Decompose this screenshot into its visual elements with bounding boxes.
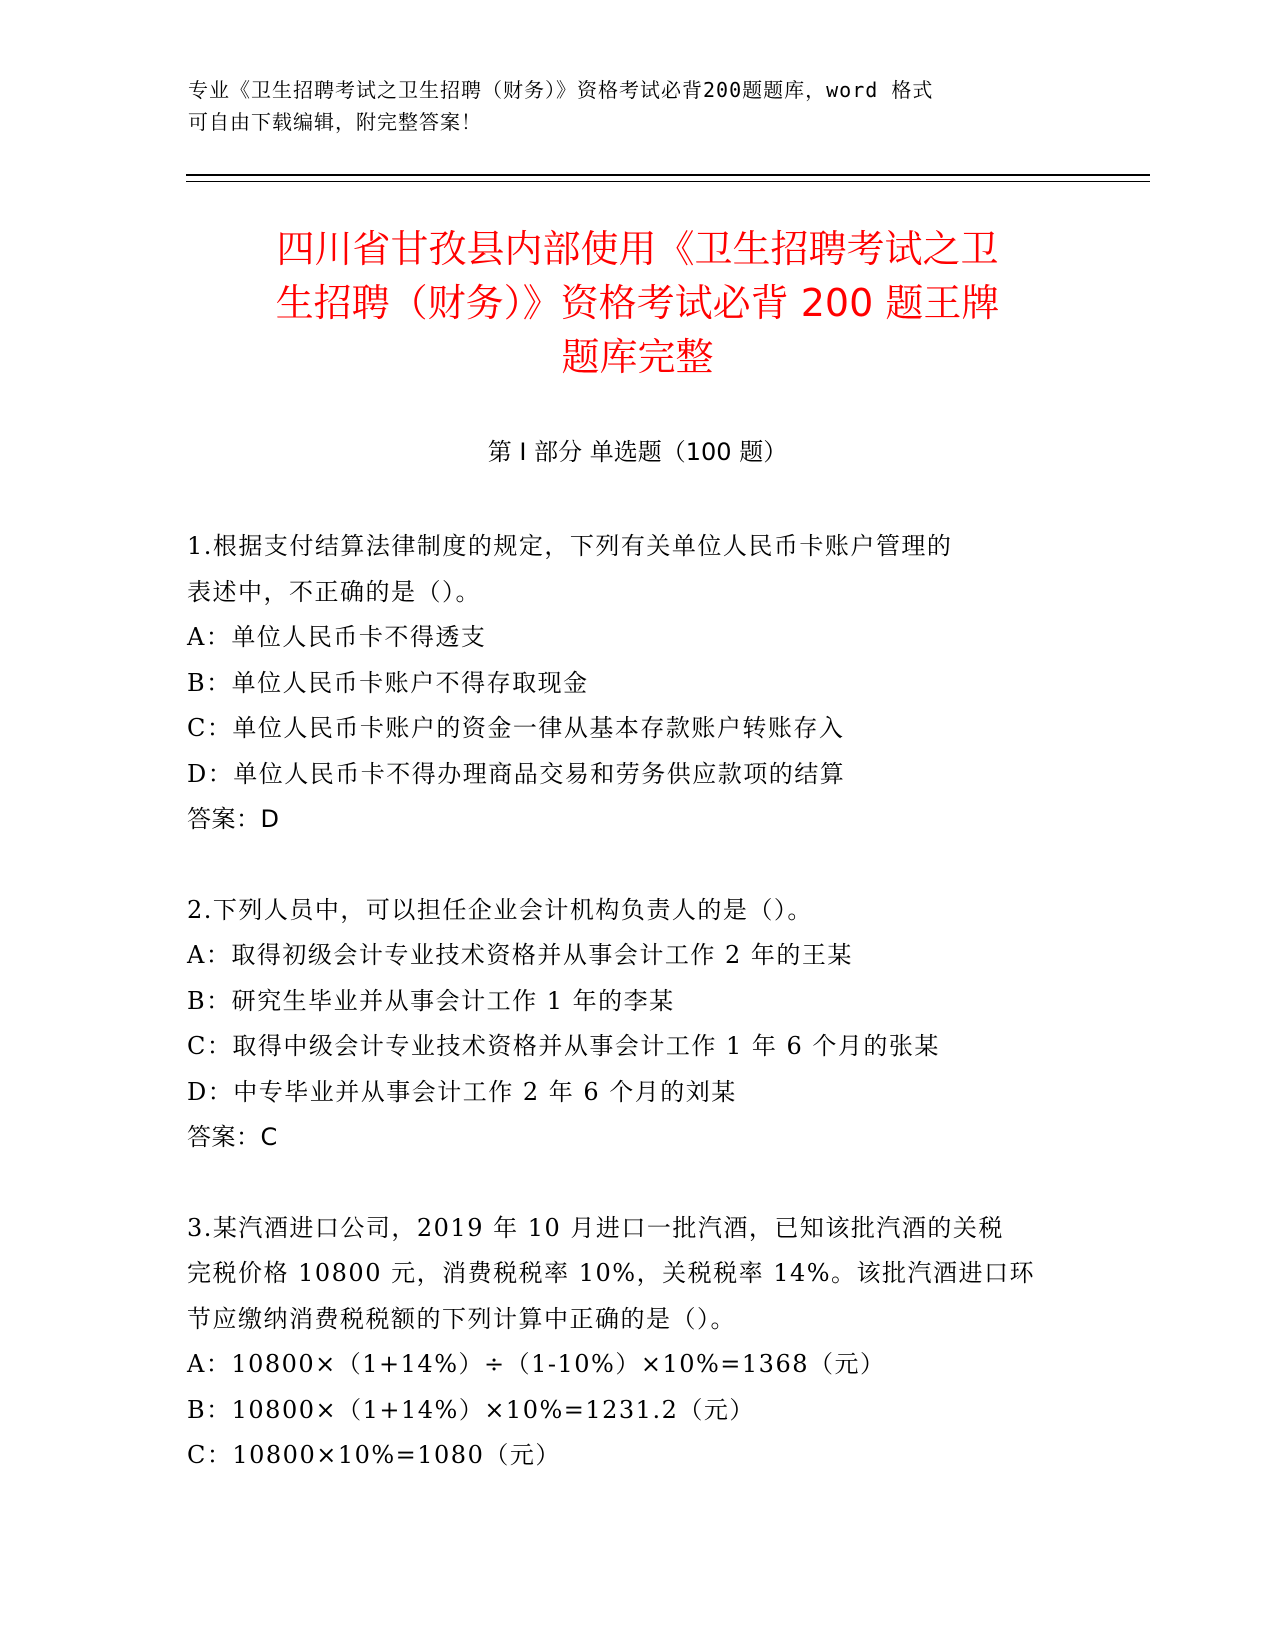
option-a: A：单位人民币卡不得透支 [187,623,487,651]
header-note-line: 专业《卫生招聘考试之卫生招聘（财务）》资格考试必背200题题库，word 格式 [188,78,934,102]
question-text-line: 节应缴纳消费税税额的下列计算中正确的是（）。 [187,1304,736,1333]
question-text-line: 2.下列人员中，可以担任企业会计机构负责人的是（）。 [187,895,813,924]
option-a: A：取得初级会计专业技术资格并从事会计工作 2 年的王某 [187,941,853,969]
option-c: C：10800×10%=1080（元） [187,1441,561,1469]
option-a: A：10800×（1+14%）÷（1-10%）×10%=1368（元） [187,1350,886,1378]
header-note [188,74,1088,138]
document-title-line: 四川省甘孜县内部使用《卫生招聘考试之卫 [276,227,999,271]
option-d: D：单位人民币卡不得办理商品交易和劳务供应款项的结算 [187,759,846,788]
question-text-line: 3.某汽酒进口公司，2019 年 10 月进口一批汽酒，已知该批汽酒的关税 [187,1213,1004,1242]
question-list [187,524,1087,1479]
answer: 答案：C [187,1123,278,1151]
option-b: B：单位人民币卡账户不得存取现金 [187,668,589,697]
header-note-line: 可自由下载编辑，附完整答案！ [188,110,482,134]
question-text-line: 表述中，不正确的是（）。 [187,577,481,606]
question-item [187,888,1087,1161]
document-title [195,222,1080,384]
header-divider-thin [186,181,1150,182]
option-b: B：研究生毕业并从事会计工作 1 年的李某 [187,986,675,1015]
question-text-line: 1.根据支付结算法律制度的规定，下列有关单位人民币卡账户管理的 [187,532,953,560]
option-c: C：取得中级会计专业技术资格并从事会计工作 1 年 6 个月的张某 [187,1032,940,1060]
question-text-line: 完税价格 10800 元，消费税税率 10%，关税税率 14%。该批汽酒进口环 [187,1259,1036,1287]
document-title-line: 生招聘（财务）》资格考试必背 200 题王牌 [275,281,1000,325]
document-title-line: 题库完整 [561,335,714,379]
question-item [187,1206,1087,1479]
section-title: 第 I 部分 单选题（100 题） [487,438,788,466]
option-c: C：单位人民币卡账户的资金一律从基本存款账户转账存入 [187,714,845,742]
option-b: B：10800×（1+14%）×10%=1231.2（元） [187,1395,755,1424]
answer: 答案：D [187,805,280,833]
header-divider [186,174,1150,176]
question-item [187,524,1087,843]
option-d: D：中专毕业并从事会计工作 2 年 6 个月的刘某 [187,1077,737,1106]
